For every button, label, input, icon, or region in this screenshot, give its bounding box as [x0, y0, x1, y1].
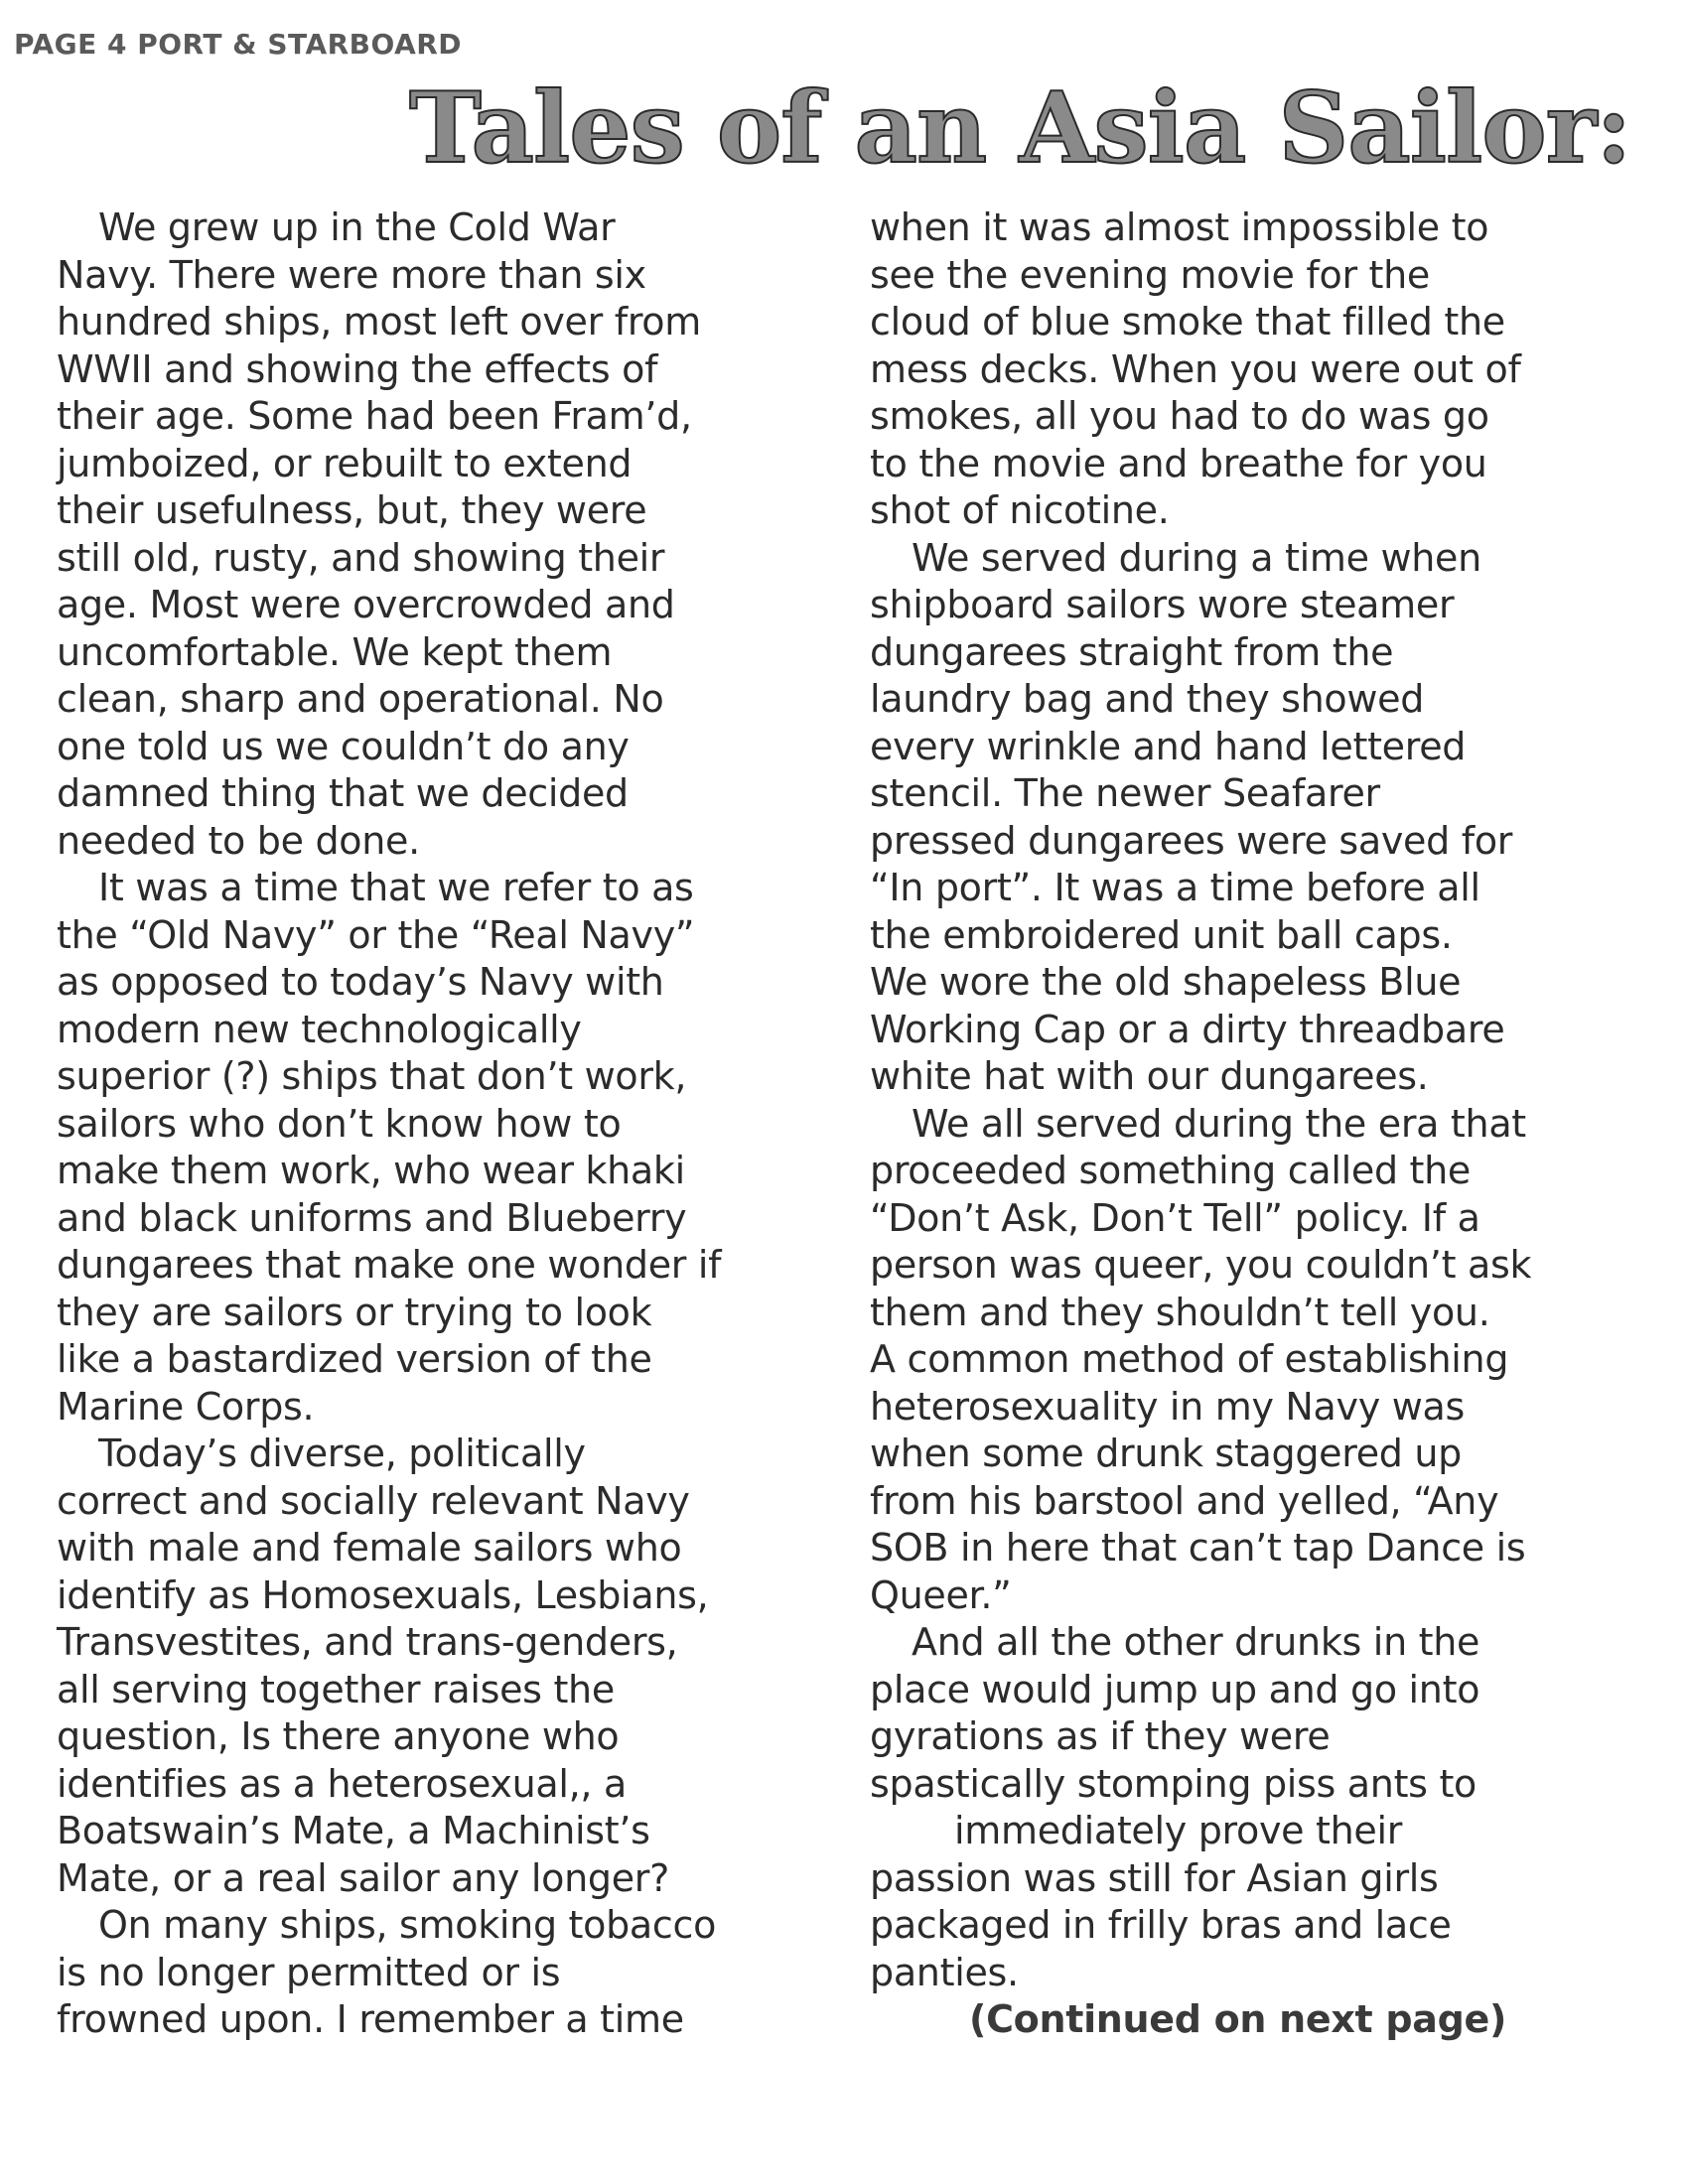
text-line: their age. Some had been Fram’d, — [57, 394, 692, 438]
text-line: needed to be done. — [57, 818, 420, 863]
text-line: jumboized, or rebuilt to extend — [57, 441, 633, 485]
text-line: laundry bag and they showed — [870, 677, 1425, 721]
text-line: and black uniforms and Blueberry — [57, 1195, 687, 1240]
text-line: gyrations as if they were — [870, 1714, 1331, 1758]
text-line: cloud of blue smoke that filled the — [870, 300, 1505, 343]
text-line: “In port”. It was a time before all — [870, 866, 1480, 909]
text-line: the embroidered unit ball caps. — [870, 912, 1453, 957]
text-line: damned thing that we decided — [57, 771, 629, 815]
text-line: Queer.” — [870, 1572, 1012, 1617]
text-line: identify as Homosexuals, Lesbians, — [57, 1572, 709, 1617]
text-line: On many ships, smoking tobacco — [98, 1903, 717, 1947]
text-line: white hat with our dungarees. — [870, 1054, 1429, 1098]
text-line: make them work, who wear khaki — [57, 1149, 685, 1192]
text-line: Working Cap or a dirty threadbare — [870, 1007, 1505, 1051]
text-line: We served during a time when — [912, 535, 1481, 580]
text-line: identifies as a heterosexual,, a — [57, 1761, 627, 1806]
text-line: mess decks. When you were out of — [870, 346, 1521, 391]
text-line: person was queer, you couldn’t ask — [870, 1243, 1532, 1287]
text-line: We all served during the era that — [912, 1101, 1526, 1146]
text-line: passion was still for Asian girls — [870, 1855, 1439, 1900]
text-line: SOB in here that can’t tap Dance is — [870, 1526, 1526, 1570]
text-line: age. Most were overcrowded and — [57, 583, 675, 626]
text-line: dungarees that make one wonder if — [57, 1243, 722, 1287]
text-line: the “Old Navy” or the “Real Navy” — [57, 912, 695, 957]
text-line: is no longer permitted or is — [57, 1950, 561, 1994]
text-line: And all the other drunks in the — [912, 1620, 1480, 1664]
text-line: still old, rusty, and showing their — [57, 535, 665, 580]
text-line: We grew up in the Cold War — [98, 205, 616, 249]
text-line: with male and female sailors who — [57, 1526, 682, 1570]
text-line: dungarees straight from the — [870, 629, 1394, 674]
text-line: WWII and showing the effects of — [57, 346, 658, 391]
text-line: “Don’t Ask, Don’t Tell” policy. If a — [870, 1195, 1480, 1240]
text-line: packaged in frilly bras and lace — [870, 1903, 1452, 1947]
left-column — [57, 205, 811, 2044]
text-line: from his barstool and yelled, “Any — [870, 1478, 1499, 1523]
text-line: like a bastardized version of the — [57, 1337, 652, 1381]
text-line: when some drunk staggered up — [870, 1432, 1463, 1475]
text-line: hundred ships, most left over from — [57, 300, 701, 343]
text-line: they are sailors or trying to look — [57, 1290, 652, 1334]
text-line: as opposed to today’s Navy with — [57, 960, 664, 1004]
text-line: them and they shouldn’t tell you. — [870, 1290, 1490, 1334]
text-line: uncomfortable. We kept them — [57, 629, 613, 674]
text-line: Boatswain’s Mate, a Machinist’s — [57, 1809, 650, 1852]
text-line: modern new technologically — [57, 1007, 582, 1051]
text-line: Today’s diverse, politically — [98, 1432, 586, 1475]
text-line: We wore the old shapeless Blue — [870, 960, 1462, 1004]
continued-notice: (Continued on next page) — [969, 1997, 1507, 2041]
text-line: see the evening movie for the — [870, 252, 1431, 297]
text-line: Navy. There were more than six — [57, 252, 646, 297]
text-line: sailors who don’t know how to — [57, 1101, 622, 1146]
text-line: correct and socially relevant Navy — [57, 1478, 690, 1523]
text-line: Mate, or a real sailor any longer? — [57, 1855, 669, 1900]
text-line: superior (?) ships that don’t work, — [57, 1054, 687, 1098]
text-line: clean, sharp and operational. No — [57, 677, 664, 721]
text-line: proceeded something called the — [870, 1149, 1472, 1192]
text-line: question, Is there anyone who — [57, 1714, 620, 1758]
text-line: Marine Corps. — [57, 1384, 315, 1429]
text-line: one told us we couldn’t do any — [57, 724, 630, 768]
text-line: heterosexuality in my Navy was — [870, 1384, 1465, 1429]
text-line: every wrinkle and hand lettered — [870, 724, 1467, 768]
right-column — [870, 205, 1605, 2044]
text-line: when it was almost impossible to — [870, 205, 1489, 249]
text-line: their usefulness, but, they were — [57, 488, 647, 532]
text-line: immediately prove their — [954, 1809, 1403, 1852]
text-line: shipboard sailors wore steamer — [870, 583, 1455, 626]
text-line: Transvestites, and trans-genders, — [57, 1620, 678, 1664]
text-line: all serving together raises the — [57, 1667, 615, 1711]
text-line: It was a time that we refer to as — [98, 866, 694, 909]
text-line: place would jump up and go into — [870, 1667, 1480, 1711]
article-title: Tales of an Asia Sailor: — [409, 71, 1631, 186]
text-line: frowned upon. I remember a time — [57, 1997, 684, 2041]
text-line: pressed dungarees were saved for — [870, 818, 1513, 863]
text-line: shot of nicotine. — [870, 488, 1170, 532]
text-line: A common method of establishing — [870, 1337, 1509, 1381]
text-line: panties. — [870, 1950, 1019, 1994]
page-header: PAGE 4 PORT & STARBOARD — [14, 28, 463, 61]
text-line: stencil. The newer Seafarer — [870, 771, 1380, 815]
text-line: smokes, all you had to do was go — [870, 394, 1489, 438]
text-line: to the movie and breathe for you — [870, 441, 1487, 485]
text-line: spastically stomping piss ants to — [870, 1761, 1477, 1806]
